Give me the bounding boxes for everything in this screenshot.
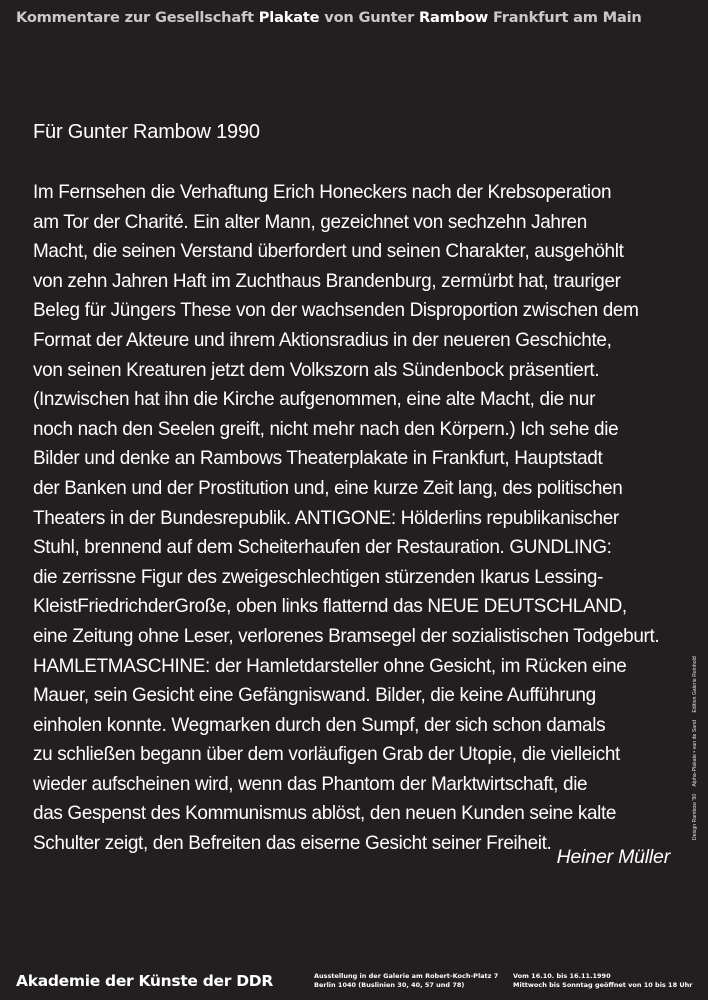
body-line: Stuhl, brennend auf dem Scheiterhaufen der Restauration. GUNDLING: xyxy=(33,537,612,559)
body-line: eine Zeitung ohne Leser, verlorenes Bramsegel der sozialistischen Todgeburt. xyxy=(33,625,660,647)
opening-hours: Mittwoch bis Sonntag geöffnet von 10 bis 18 Uhr xyxy=(513,981,693,989)
body-line: Mauer, sein Gesicht eine Gefängniswand. Bilder, die keine Aufführung xyxy=(33,685,596,707)
body-line: Im Fernsehen die Verhaftung Erich Honeckers nach der Krebsoperation xyxy=(33,182,612,203)
body-line: Beleg für Jüngers These von der wachsenden Disproportion zwischen dem xyxy=(33,300,639,322)
body-line: Macht, die seinen Verstand überfordert und seinen Charakter, ausgehöhlt xyxy=(33,241,624,263)
body-line: von zehn Jahren Haft im Zuchthaus Brandenburg, zermürbt hat, trauriger xyxy=(33,270,621,292)
exhibition-transport: Berlin 1040 (Buslinien 30, 40, 57 und 78) xyxy=(314,981,465,989)
body-line: die zerrissne Figur des zweigeschlechtigen stürzenden Ikarus Lessing- xyxy=(33,566,604,588)
exhibition-dates: Vom 16.10. bis 16.11.1990 xyxy=(513,972,611,980)
header-von-gunter: von Gunter xyxy=(324,9,415,26)
header-plakate: Plakate xyxy=(258,9,320,26)
poster-header xyxy=(16,9,698,26)
credit-design: Design Rambow '90 xyxy=(692,793,698,840)
footer-institution: Akademie der Künste der DDR xyxy=(16,972,273,990)
author-signature: Heiner Müller xyxy=(556,846,670,868)
poster-title: Für Gunter Rambow 1990 xyxy=(33,121,260,143)
header-location: Frankfurt am Main xyxy=(492,9,642,26)
body-line: wieder aufscheinen wird, wenn das Phantom der Marktwirtschaft, die xyxy=(33,773,588,795)
body-line: Theaters in der Bundesrepublik. ANTIGONE: Hölderlins republikanischer xyxy=(33,507,619,529)
credit-edition: Edition Galerie Reinhold xyxy=(692,656,698,713)
poster-body-text xyxy=(33,178,693,859)
body-line: von seinen Kreaturen jetzt dem Volkszorn als Sündenbock präsentiert. xyxy=(33,359,600,381)
body-line: das Gespenst des Kommunismus ablöst, den neuen Kunden seine kalte xyxy=(33,803,617,825)
body-line: Schulter zeigt, den Befreiten das eiserne Gesicht seiner Freiheit. xyxy=(33,833,552,855)
footer-dates-info xyxy=(513,972,692,990)
body-line: Format der Akteure und ihrem Aktionsradius in der neueren Geschichte, xyxy=(33,329,612,351)
body-line: HAMLETMASCHINE: der Hamletdarsteller ohne Gesicht, im Rücken eine xyxy=(33,655,627,677)
body-line: Bilder und denke an Rambows Theaterplakate in Frankfurt, Hauptstadt xyxy=(33,448,603,470)
body-line: der Banken und der Prostitution und, eine kurze Zeit lang, des politischen xyxy=(33,477,623,499)
footer-exhibition-info xyxy=(314,972,498,990)
credit-print: Alpha-Plakate • van de Sand xyxy=(692,720,698,787)
side-credit xyxy=(692,650,698,840)
body-line: KleistFriedrichderGroße, oben links flatternd das NEUE DEUTSCHLAND, xyxy=(33,596,627,618)
body-line: zu schließen begann über dem vorläufigen Grab der Utopie, die vielleicht xyxy=(33,744,620,766)
body-line: am Tor der Charité. Ein alter Mann, gezeichnet von sechzehn Jahren xyxy=(33,211,587,233)
body-line: (Inzwischen hat ihn die Kirche aufgenommen, eine alte Macht, die nur xyxy=(33,389,596,411)
header-rambow: Rambow xyxy=(419,9,489,26)
body-line: noch nach den Seelen greift, nicht mehr nach den Körpern.) Ich sehe die xyxy=(33,418,619,440)
header-series: Kommentare zur Gesellschaft xyxy=(16,9,254,26)
body-line: einholen konnte. Wegmarken durch den Sumpf, der sich schon damals xyxy=(33,714,606,736)
exhibition-address: Ausstellung in der Galerie am Robert-Koch-Platz 7 xyxy=(314,972,499,980)
